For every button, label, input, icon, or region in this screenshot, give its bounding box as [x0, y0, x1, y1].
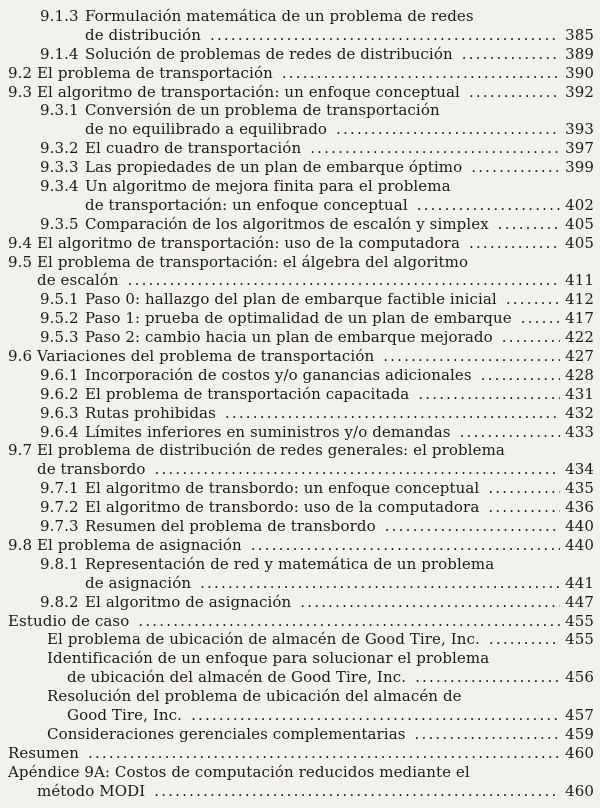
toc-entry-title: El algoritmo de transportación: un enfoque conceptual	[37, 82, 460, 101]
toc-page-number: 456	[565, 668, 594, 687]
dot-leader	[154, 782, 560, 801]
toc-page-number: 411	[565, 271, 594, 290]
toc-line	[0, 479, 594, 498]
dot-leader	[489, 630, 560, 649]
toc-page-number: 447	[565, 592, 594, 611]
toc-page-number: 412	[565, 290, 594, 309]
toc-page-number: 422	[565, 328, 594, 347]
toc-page-number: 390	[565, 63, 594, 82]
toc-page-number: 385	[565, 25, 594, 44]
dot-leader	[488, 498, 560, 517]
toc-entry-title: El problema de transportación capacitada	[85, 384, 410, 403]
toc-section-number: 9.3.2	[40, 139, 79, 158]
toc-entry-title: El algoritmo de transbordo: un enfoque conceptual	[85, 479, 480, 498]
toc-entry-title: Paso 2: cambio hacia un plan de embarque mejorado	[85, 328, 493, 347]
toc-page-number: 457	[565, 705, 594, 724]
toc-entry-title: El problema de distribución de redes generales: el problema	[37, 441, 505, 460]
toc-line	[0, 347, 594, 366]
toc-entry-title: Formulación matemática de un problema de redes	[85, 7, 474, 25]
toc-section-number: 9.5.1	[40, 290, 79, 309]
toc-section-number: 9.7.2	[40, 498, 79, 517]
toc-entry-title: Paso 1: prueba de optimalidad de un plan de embarque	[85, 309, 512, 328]
dot-leader	[469, 234, 560, 253]
toc-line	[0, 234, 594, 253]
dot-leader	[415, 725, 560, 744]
toc-line	[0, 215, 594, 234]
toc-entry-title: El problema de ubicación de almacén de Good Tire, Inc.	[47, 630, 480, 649]
toc-line	[0, 612, 594, 631]
dot-leader	[418, 385, 560, 404]
toc-page-number: 455	[565, 630, 594, 649]
dot-leader	[385, 517, 560, 536]
toc-page-number: 436	[565, 498, 594, 517]
toc-page-number: 431	[565, 384, 594, 403]
toc-entry-title: Representación de red y matemática de un problema	[85, 554, 495, 573]
toc-entry-title: de ubicación del almacén de Good Tire, Inc.	[67, 668, 407, 687]
toc-line	[0, 423, 594, 442]
toc-entry-title: Resumen	[8, 743, 79, 762]
toc-line	[0, 763, 594, 782]
toc-section-number: 9.8.1	[40, 554, 79, 573]
toc-line	[0, 404, 594, 423]
toc-entry-title: método MODI	[37, 781, 146, 800]
dot-leader	[383, 347, 560, 366]
toc-line	[0, 120, 594, 139]
toc-page-number: 402	[565, 195, 594, 214]
toc-line	[0, 536, 594, 555]
dot-leader	[251, 536, 560, 555]
dot-leader	[200, 574, 560, 593]
toc-line	[0, 593, 594, 612]
toc-line	[0, 7, 594, 26]
toc-section-number: 9.6.1	[40, 365, 79, 384]
dot-leader	[462, 45, 560, 64]
toc-entry-title: Paso 0: hallazgo del plan de embarque factible inicial	[85, 290, 497, 309]
toc-page-number: 460	[565, 781, 594, 800]
toc-page-number: 435	[565, 479, 594, 498]
toc-entry-title: de distribución	[85, 25, 201, 44]
toc-line	[0, 555, 594, 574]
dot-leader	[282, 64, 560, 83]
toc-page-number: 459	[565, 724, 594, 743]
toc-entry-title: Resumen del problema de transbordo	[85, 517, 376, 536]
toc-section-number: 9.6	[8, 347, 33, 366]
dot-leader	[521, 309, 560, 328]
toc-line	[0, 309, 594, 328]
toc-section-number: 9.8.2	[40, 592, 79, 611]
toc-section-number: 9.2	[8, 63, 33, 82]
toc-section-number: 9.6.3	[40, 403, 79, 422]
toc-page-number: 417	[565, 309, 594, 328]
toc-section-number: 9.3.4	[40, 177, 79, 196]
toc-entry-title: de no equilibrado a equilibrado	[85, 120, 328, 139]
toc-section-number: 9.7	[8, 441, 33, 460]
dot-leader	[498, 215, 560, 234]
toc-entry-title: El cuadro de transportación	[85, 139, 302, 158]
toc-line	[0, 158, 594, 177]
toc-line	[0, 460, 594, 479]
toc-line	[0, 366, 594, 385]
toc-section-number: 9.1.3	[40, 7, 79, 25]
toc-line	[0, 290, 594, 309]
toc-page-number: 427	[565, 347, 594, 366]
toc-page-number: 433	[565, 422, 594, 441]
toc-line	[0, 498, 594, 517]
toc-page-number: 393	[565, 120, 594, 139]
toc-entry-title: de escalón	[37, 271, 119, 290]
toc-section-number: 9.6.4	[40, 422, 79, 441]
toc-entry-title: Las propiedades de un plan de embarque óptimo	[85, 158, 463, 177]
toc-entry-title: Variaciones del problema de transportación	[37, 347, 375, 366]
toc-entry-title: Conversión de un problema de transportación	[85, 101, 440, 120]
dot-leader	[471, 158, 560, 177]
dot-leader	[154, 460, 560, 479]
toc-entry-title: Solución de problemas de redes de distribución	[85, 44, 453, 63]
toc-entry-title: de transportación: un enfoque conceptual	[85, 195, 408, 214]
toc-entry-title: Good Tire, Inc.	[67, 705, 183, 724]
toc-entry-title: Incorporación de costos y/o ganancias adicionales	[85, 365, 472, 384]
toc-section-number: 9.3.5	[40, 214, 79, 233]
toc-page-number: 455	[565, 611, 594, 630]
toc-entry-title: de asignación	[85, 573, 192, 592]
toc-entry-title: Estudio de caso	[8, 611, 130, 630]
toc-page-number: 405	[565, 233, 594, 252]
toc-entry-title: Resolución del problema de ubicación del almacén de	[47, 687, 462, 706]
toc-section-number: 9.5.3	[40, 328, 79, 347]
toc-page-number: 432	[565, 403, 594, 422]
toc-page-number: 389	[565, 44, 594, 63]
dot-leader	[417, 196, 560, 215]
toc-entry-title: Consideraciones gerenciales complementarias	[47, 724, 406, 743]
toc-page-number: 428	[565, 365, 594, 384]
toc-page-number: 397	[565, 139, 594, 158]
dot-leader	[210, 26, 560, 45]
dot-leader	[310, 139, 560, 158]
toc-section-number: 9.3	[8, 82, 33, 101]
toc-line	[0, 687, 594, 706]
toc-line	[0, 517, 594, 536]
toc-line	[0, 271, 594, 290]
toc-line	[0, 83, 594, 102]
toc-page-number: 434	[565, 460, 594, 479]
toc-entry-title: Un algoritmo de mejora finita para el problema	[85, 177, 451, 196]
toc-page-number: 392	[565, 82, 594, 101]
toc-page-number: 441	[565, 573, 594, 592]
toc-section-number: 9.1.4	[40, 44, 79, 63]
toc-line	[0, 744, 594, 763]
toc-line	[0, 139, 594, 158]
toc-entry-title: Identificación de un enfoque para solucionar el problema	[47, 649, 490, 668]
toc-page-number: 440	[565, 535, 594, 554]
toc-entry-title: de transbordo	[37, 460, 146, 479]
toc-section-number: 9.8	[8, 535, 33, 554]
dot-leader	[128, 271, 560, 290]
toc-section-number: 9.7.3	[40, 517, 79, 536]
toc-line	[0, 649, 594, 668]
dot-leader	[300, 593, 560, 612]
toc-section-number: 9.5.2	[40, 309, 79, 328]
toc-entry-title: El algoritmo de asignación	[85, 592, 292, 611]
toc-page-number: 405	[565, 214, 594, 233]
dot-leader	[481, 366, 560, 385]
dot-leader	[415, 668, 560, 687]
toc-list	[0, 7, 594, 800]
toc-page-number: 460	[565, 743, 594, 762]
dot-leader	[138, 612, 560, 631]
dot-leader	[88, 744, 560, 763]
toc-entry-title: Apéndice 9A: Costos de computación reducidos mediante el	[8, 762, 470, 781]
toc-line	[0, 253, 594, 272]
toc-line	[0, 26, 594, 45]
toc-entry-title: El algoritmo de transportación: uso de la computadora	[37, 233, 460, 252]
dot-leader	[469, 83, 560, 102]
dot-leader	[336, 120, 560, 139]
toc-line	[0, 706, 594, 725]
toc-line	[0, 101, 594, 120]
toc-line	[0, 725, 594, 744]
toc-section-number: 9.3.1	[40, 101, 79, 120]
dot-leader	[460, 423, 560, 442]
toc-entry-title: El algoritmo de transbordo: uso de la computadora	[85, 498, 480, 517]
dot-leader	[225, 404, 560, 423]
toc-section-number: 9.7.1	[40, 479, 79, 498]
toc-entry-title: Rutas prohibidas	[85, 403, 216, 422]
toc-section-number: 9.5	[8, 252, 33, 271]
dot-leader	[502, 328, 560, 347]
toc-entry-title: El problema de transportación: el álgebra del algoritmo	[37, 252, 469, 271]
toc-line	[0, 64, 594, 83]
toc-line	[0, 177, 594, 196]
toc-line	[0, 668, 594, 687]
toc-line	[0, 630, 594, 649]
toc-line	[0, 196, 594, 215]
toc-section-number: 9.6.2	[40, 384, 79, 403]
toc-line	[0, 782, 594, 801]
dot-leader	[488, 479, 560, 498]
toc-page-number: 399	[565, 158, 594, 177]
dot-leader	[191, 706, 560, 725]
toc-entry-title: Comparación de los algoritmos de escalón y simplex	[85, 214, 489, 233]
toc-entry-title: Límites inferiores en suministros y/o demandas	[85, 422, 451, 441]
toc-section-number: 9.3.3	[40, 158, 79, 177]
toc-page-number: 440	[565, 517, 594, 536]
toc-line	[0, 574, 594, 593]
toc-line	[0, 441, 594, 460]
dot-leader	[506, 290, 560, 309]
toc-entry-title: El problema de asignación	[37, 535, 242, 554]
toc-line	[0, 385, 594, 404]
toc-entry-title: El problema de transportación	[37, 63, 273, 82]
toc-line	[0, 45, 594, 64]
toc-line	[0, 328, 594, 347]
toc-section-number: 9.4	[8, 233, 33, 252]
